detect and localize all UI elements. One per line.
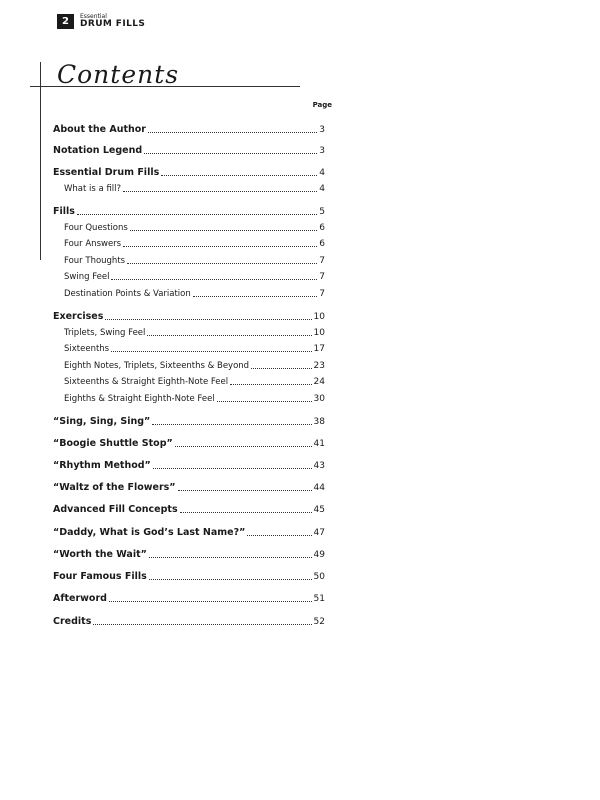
toc-leader-dots (230, 384, 311, 385)
toc-entry (53, 616, 325, 627)
toc-entry-page: 4 (319, 168, 325, 178)
toc-leader-dots (193, 296, 318, 297)
toc-entry-page: 10 (313, 328, 325, 338)
toc-entry (64, 223, 325, 233)
toc-entry-page: 7 (319, 289, 325, 299)
header-title: DRUM FILLS (80, 19, 146, 29)
toc-entry-title: “Waltz of the Flowers” (53, 482, 176, 493)
toc-leader-dots (175, 446, 312, 447)
toc-entry-page: 30 (313, 394, 325, 404)
toc-entry-title: “Daddy, What is God’s Last Name?” (53, 527, 246, 538)
toc-leader-dots (109, 601, 312, 602)
toc-leader-dots (178, 490, 312, 491)
contents-heading: Contents (57, 60, 180, 89)
toc-entry-title: “Worth the Wait” (53, 549, 147, 560)
toc-entry-page: 7 (319, 256, 325, 266)
toc-entry (53, 438, 325, 449)
toc-leader-dots (105, 319, 311, 320)
toc-entry-title: Four Famous Fills (53, 571, 147, 582)
toc-entry-title: Afterword (53, 593, 107, 604)
toc-entry-title: Destination Points & Variation (64, 289, 191, 299)
toc-leader-dots (180, 512, 312, 513)
toc-entry-title: “Sing, Sing, Sing” (53, 416, 151, 427)
toc-entry (64, 361, 325, 371)
toc-leader-dots (93, 624, 311, 625)
toc-entry-page: 45 (313, 505, 325, 515)
toc-entry-title: Sixteenths & Straight Eighth-Note Feel (64, 377, 229, 387)
toc-entry-title: Credits (53, 616, 92, 627)
toc-leader-dots (247, 535, 311, 536)
toc-entry (53, 482, 325, 493)
toc-entry-title: Advanced Fill Concepts (53, 504, 178, 515)
toc-entry-page: 47 (313, 528, 325, 538)
toc-entry-page: 7 (319, 272, 325, 282)
toc-entry (64, 344, 325, 354)
toc-entry-title: Four Thoughts (64, 256, 126, 266)
toc-entry (53, 167, 325, 178)
toc-entry-page: 52 (313, 617, 325, 627)
toc-entry (64, 239, 325, 249)
toc-entry-page: 41 (313, 439, 325, 449)
toc-entry-page: 5 (319, 207, 325, 217)
toc-leader-dots (149, 579, 312, 580)
toc-entry-page: 17 (313, 344, 325, 354)
toc-entry-page: 24 (313, 377, 325, 387)
toc-leader-dots (144, 153, 317, 154)
toc-entry (53, 311, 325, 322)
toc-entry (53, 124, 325, 135)
toc-entry (53, 571, 325, 582)
toc-leader-dots (111, 351, 311, 352)
toc-entry-page: 6 (319, 239, 325, 249)
toc-entry-page: 43 (313, 461, 325, 471)
toc-entry-title: Four Answers (64, 239, 122, 249)
toc-entry (64, 328, 325, 338)
page-number-badge: 2 (57, 14, 74, 29)
toc-entry (64, 256, 325, 266)
toc-entry-title: Essential Drum Fills (53, 167, 160, 178)
toc-entry (64, 184, 325, 194)
toc-leader-dots (148, 132, 317, 133)
toc-entry (53, 145, 325, 156)
toc-entry (64, 377, 325, 387)
decorative-vertical-rule (40, 62, 41, 260)
toc-entry (53, 527, 325, 538)
toc-leader-dots (147, 335, 311, 336)
toc-entry (53, 206, 325, 217)
toc-entry-title: Swing Feel (64, 272, 110, 282)
toc-entry-page: 44 (313, 483, 325, 493)
toc-entry (64, 394, 325, 404)
toc-leader-dots (111, 279, 317, 280)
toc-leader-dots (130, 230, 317, 231)
toc-entry-title: “Boogie Shuttle Stop” (53, 438, 173, 449)
toc-leader-dots (251, 368, 311, 369)
toc-entry-page: 50 (313, 572, 325, 582)
toc-entry-page: 3 (319, 146, 325, 156)
toc-leader-dots (77, 214, 317, 215)
toc-entry-title: Fills (53, 206, 75, 217)
toc-entry-title: Exercises (53, 311, 104, 322)
toc-entry-title: About the Author (53, 124, 146, 135)
toc-entry (53, 416, 325, 427)
toc-entry-page: 6 (319, 223, 325, 233)
toc-entry (53, 460, 325, 471)
toc-leader-dots (153, 468, 312, 469)
toc-entry-page: 4 (319, 184, 325, 194)
toc-entry-page: 3 (319, 125, 325, 135)
toc-entry-title: Eighth Notes, Triplets, Sixteenths & Beyond (64, 361, 250, 371)
toc-entry-page: 51 (313, 594, 325, 604)
toc-entry-page: 49 (313, 550, 325, 560)
toc-entry-title: Triplets, Swing Feel (64, 328, 146, 338)
toc-leader-dots (127, 263, 317, 264)
toc-entry (64, 289, 325, 299)
toc-entry (53, 549, 325, 560)
toc-leader-dots (152, 424, 311, 425)
toc-entry-title: Four Questions (64, 223, 128, 233)
page-column-label: Page (312, 101, 332, 109)
header-series: Essential (80, 13, 107, 20)
toc-entry (53, 593, 325, 604)
toc-leader-dots (123, 246, 317, 247)
toc-entry-page: 23 (313, 361, 325, 371)
toc-entry-title: Eighths & Straight Eighth-Note Feel (64, 394, 215, 404)
toc-entry-title: Notation Legend (53, 145, 143, 156)
toc-entry-page: 10 (313, 312, 325, 322)
toc-leader-dots (149, 557, 312, 558)
toc-entry-title: “Rhythm Method” (53, 460, 151, 471)
toc-leader-dots (161, 175, 317, 176)
toc-entry-title: What is a fill? (64, 184, 122, 194)
toc-entry (53, 504, 325, 515)
toc-entry-title: Sixteenths (64, 344, 110, 354)
toc-entry (64, 272, 325, 282)
toc-leader-dots (217, 401, 312, 402)
toc-leader-dots (123, 191, 317, 192)
toc-entry-page: 38 (313, 417, 325, 427)
